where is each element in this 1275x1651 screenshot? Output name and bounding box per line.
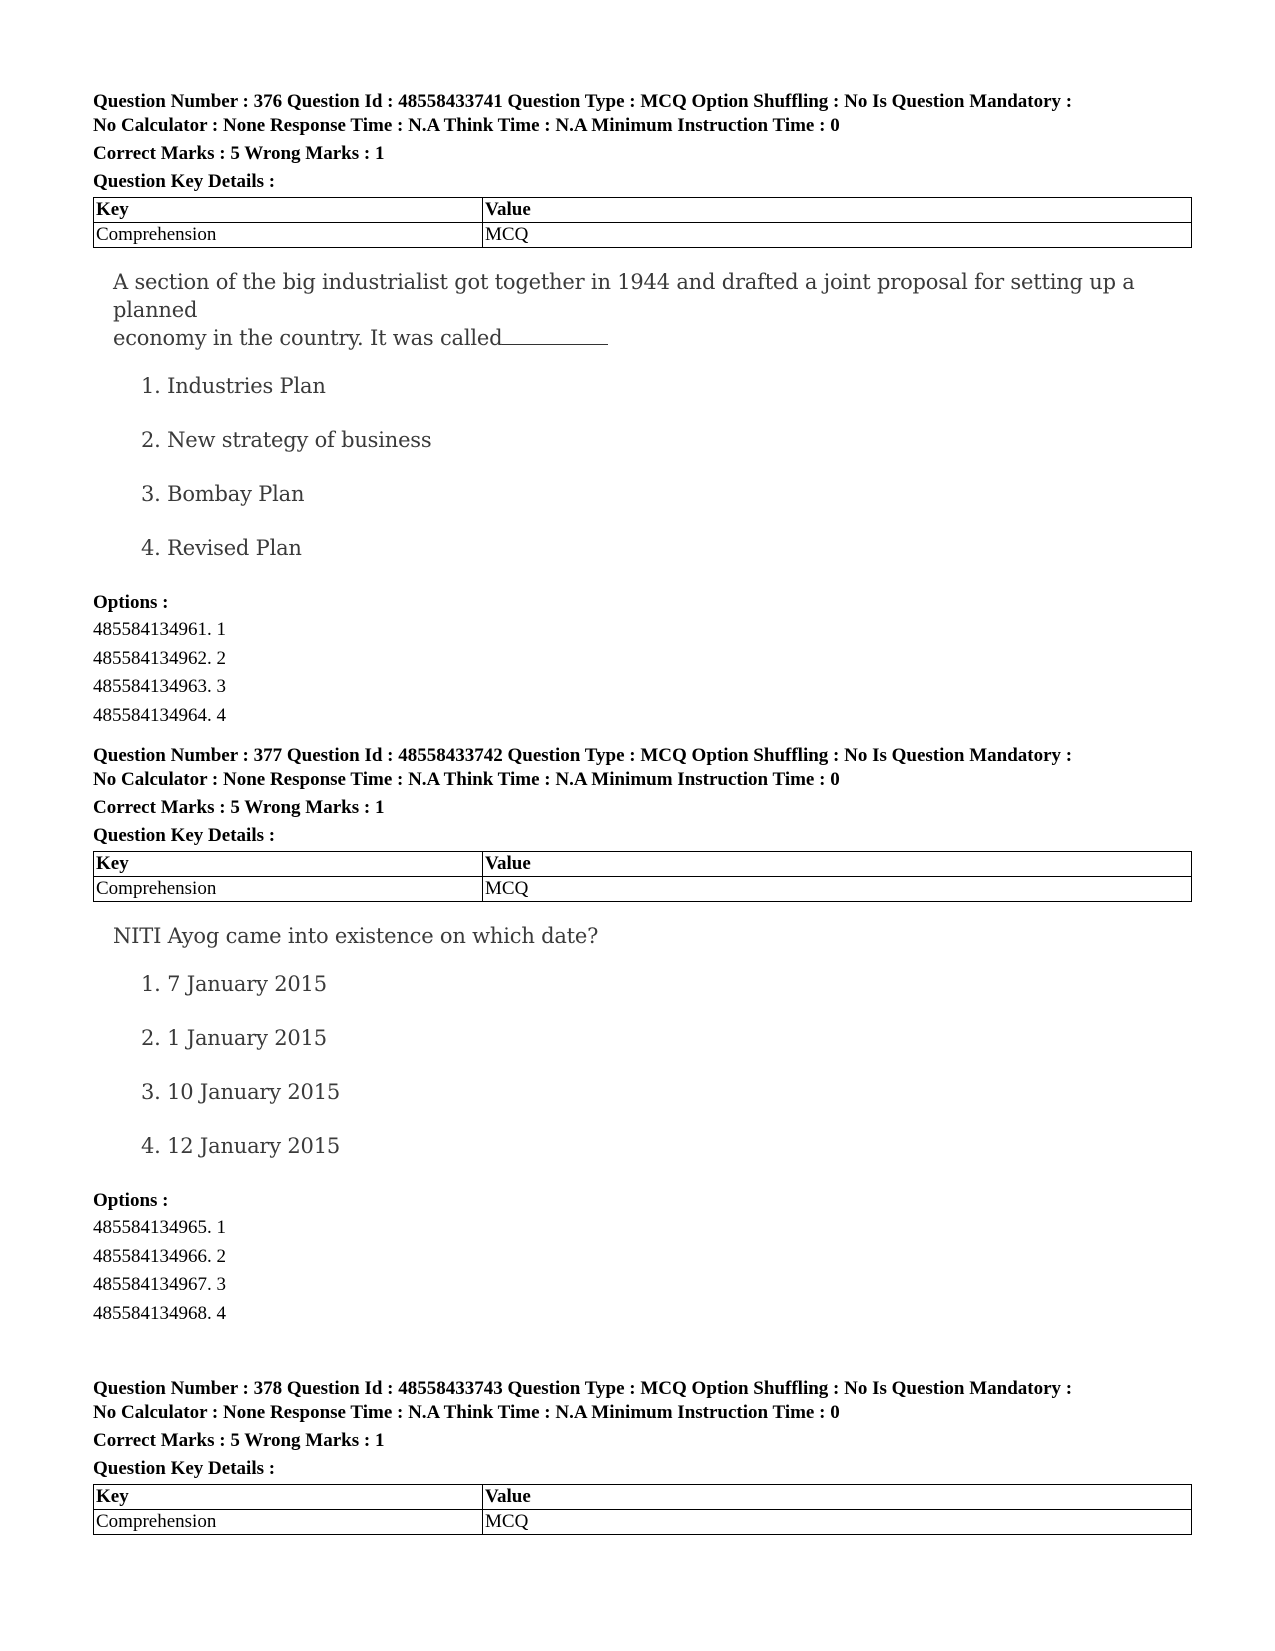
options-label: Options : xyxy=(93,592,169,613)
option-id-item: 485584134962. 2 xyxy=(93,647,226,669)
question-header-line-1: Question Number : 377 Question Id : 48558433742 Question Type : MCQ Option Shuffling : No Is Question Mandatory : xyxy=(93,745,1073,766)
question-header-line-1: Question Number : 378 Question Id : 48558433743 Question Type : MCQ Option Shuffling : No Is Question Mandatory : xyxy=(93,1378,1073,1399)
key-table-header-row xyxy=(94,1485,1192,1510)
option-id-item: 485584134968. 4 xyxy=(93,1302,226,1324)
answer-choices-list xyxy=(141,372,1193,588)
value-cell: MCQ xyxy=(483,1510,1192,1535)
answer-choice: 2. New strategy of business xyxy=(141,428,432,452)
key-table-header-row xyxy=(94,198,1192,223)
key-cell: Comprehension xyxy=(94,877,483,902)
option-id-item: 485584134967. 3 xyxy=(93,1274,226,1295)
question-header-line-2: No Calculator : None Response Time : N.A Think Time : N.A Minimum Instruction Time : 0 xyxy=(93,1402,840,1423)
option-id-item: 485584134964. 4 xyxy=(93,704,226,726)
value-cell: MCQ xyxy=(483,223,1192,248)
option-ids-list xyxy=(93,616,1193,730)
option-ids-list xyxy=(93,1214,1193,1328)
answer-choice: 1. 7 January 2015 xyxy=(141,972,327,996)
question-marks: Correct Marks : 5 Wrong Marks : 1 xyxy=(93,797,385,818)
answer-choices-list xyxy=(141,970,1193,1186)
question-stem-line-2: economy in the country. It was called xyxy=(113,326,503,350)
question-header xyxy=(93,90,1193,138)
key-table-header-row xyxy=(94,852,1192,877)
question-header-line-1: Question Number : 376 Question Id : 48558433741 Question Type : MCQ Option Shuffling : No Is Question Mandatory : xyxy=(93,91,1073,112)
key-details-table xyxy=(93,197,1192,248)
options-label: Options : xyxy=(93,1190,169,1211)
value-column-header: Value xyxy=(483,1485,1192,1510)
question-marks: Correct Marks : 5 Wrong Marks : 1 xyxy=(93,143,385,164)
question-block-376 xyxy=(93,90,1193,730)
value-cell: MCQ xyxy=(483,877,1192,902)
key-cell: Comprehension xyxy=(94,1510,483,1535)
question-key-details-label: Question Key Details : xyxy=(93,825,276,846)
key-table-row xyxy=(94,223,1192,248)
question-key-details-label: Question Key Details : xyxy=(93,1458,276,1479)
key-details-table xyxy=(93,851,1192,902)
answer-choice: 3. 10 January 2015 xyxy=(141,1080,341,1104)
question-header xyxy=(93,744,1193,792)
question-header-line-2: No Calculator : None Response Time : N.A Think Time : N.A Minimum Instruction Time : 0 xyxy=(93,769,840,790)
option-id-item: 485584134966. 2 xyxy=(93,1245,226,1267)
question-stem-line-1: NITI Ayog came into existence on which date? xyxy=(113,924,599,948)
key-table-row xyxy=(94,1510,1192,1535)
question-block-377 xyxy=(93,744,1193,1328)
question-stem-line-1: A section of the big industrialist got together in 1944 and drafted a joint proposal for setting up a planned xyxy=(113,270,1135,322)
option-id-item: 485584134961. 1 xyxy=(93,619,226,640)
key-table-row xyxy=(94,877,1192,902)
option-id-item: 485584134963. 3 xyxy=(93,676,226,697)
question-stem xyxy=(113,268,1193,352)
question-marks: Correct Marks : 5 Wrong Marks : 1 xyxy=(93,1430,385,1451)
value-column-header: Value xyxy=(483,198,1192,223)
answer-choice: 2. 1 January 2015 xyxy=(141,1026,327,1050)
answer-choice: 3. Bombay Plan xyxy=(141,482,305,506)
key-column-header: Key xyxy=(94,198,483,223)
question-block-378 xyxy=(93,1377,1193,1535)
option-id-item: 485584134965. 1 xyxy=(93,1217,226,1238)
key-details-table xyxy=(93,1484,1192,1535)
fill-in-blank xyxy=(502,324,608,345)
key-column-header: Key xyxy=(94,1485,483,1510)
question-key-details-label: Question Key Details : xyxy=(93,171,276,192)
answer-choice: 1. Industries Plan xyxy=(141,374,326,398)
value-column-header: Value xyxy=(483,852,1192,877)
key-column-header: Key xyxy=(94,852,483,877)
answer-choice: 4. 12 January 2015 xyxy=(141,1134,341,1158)
question-stem xyxy=(113,922,1193,950)
question-header xyxy=(93,1377,1193,1425)
key-cell: Comprehension xyxy=(94,223,483,248)
question-header-line-2: No Calculator : None Response Time : N.A Think Time : N.A Minimum Instruction Time : 0 xyxy=(93,115,840,136)
answer-choice: 4. Revised Plan xyxy=(141,536,302,560)
